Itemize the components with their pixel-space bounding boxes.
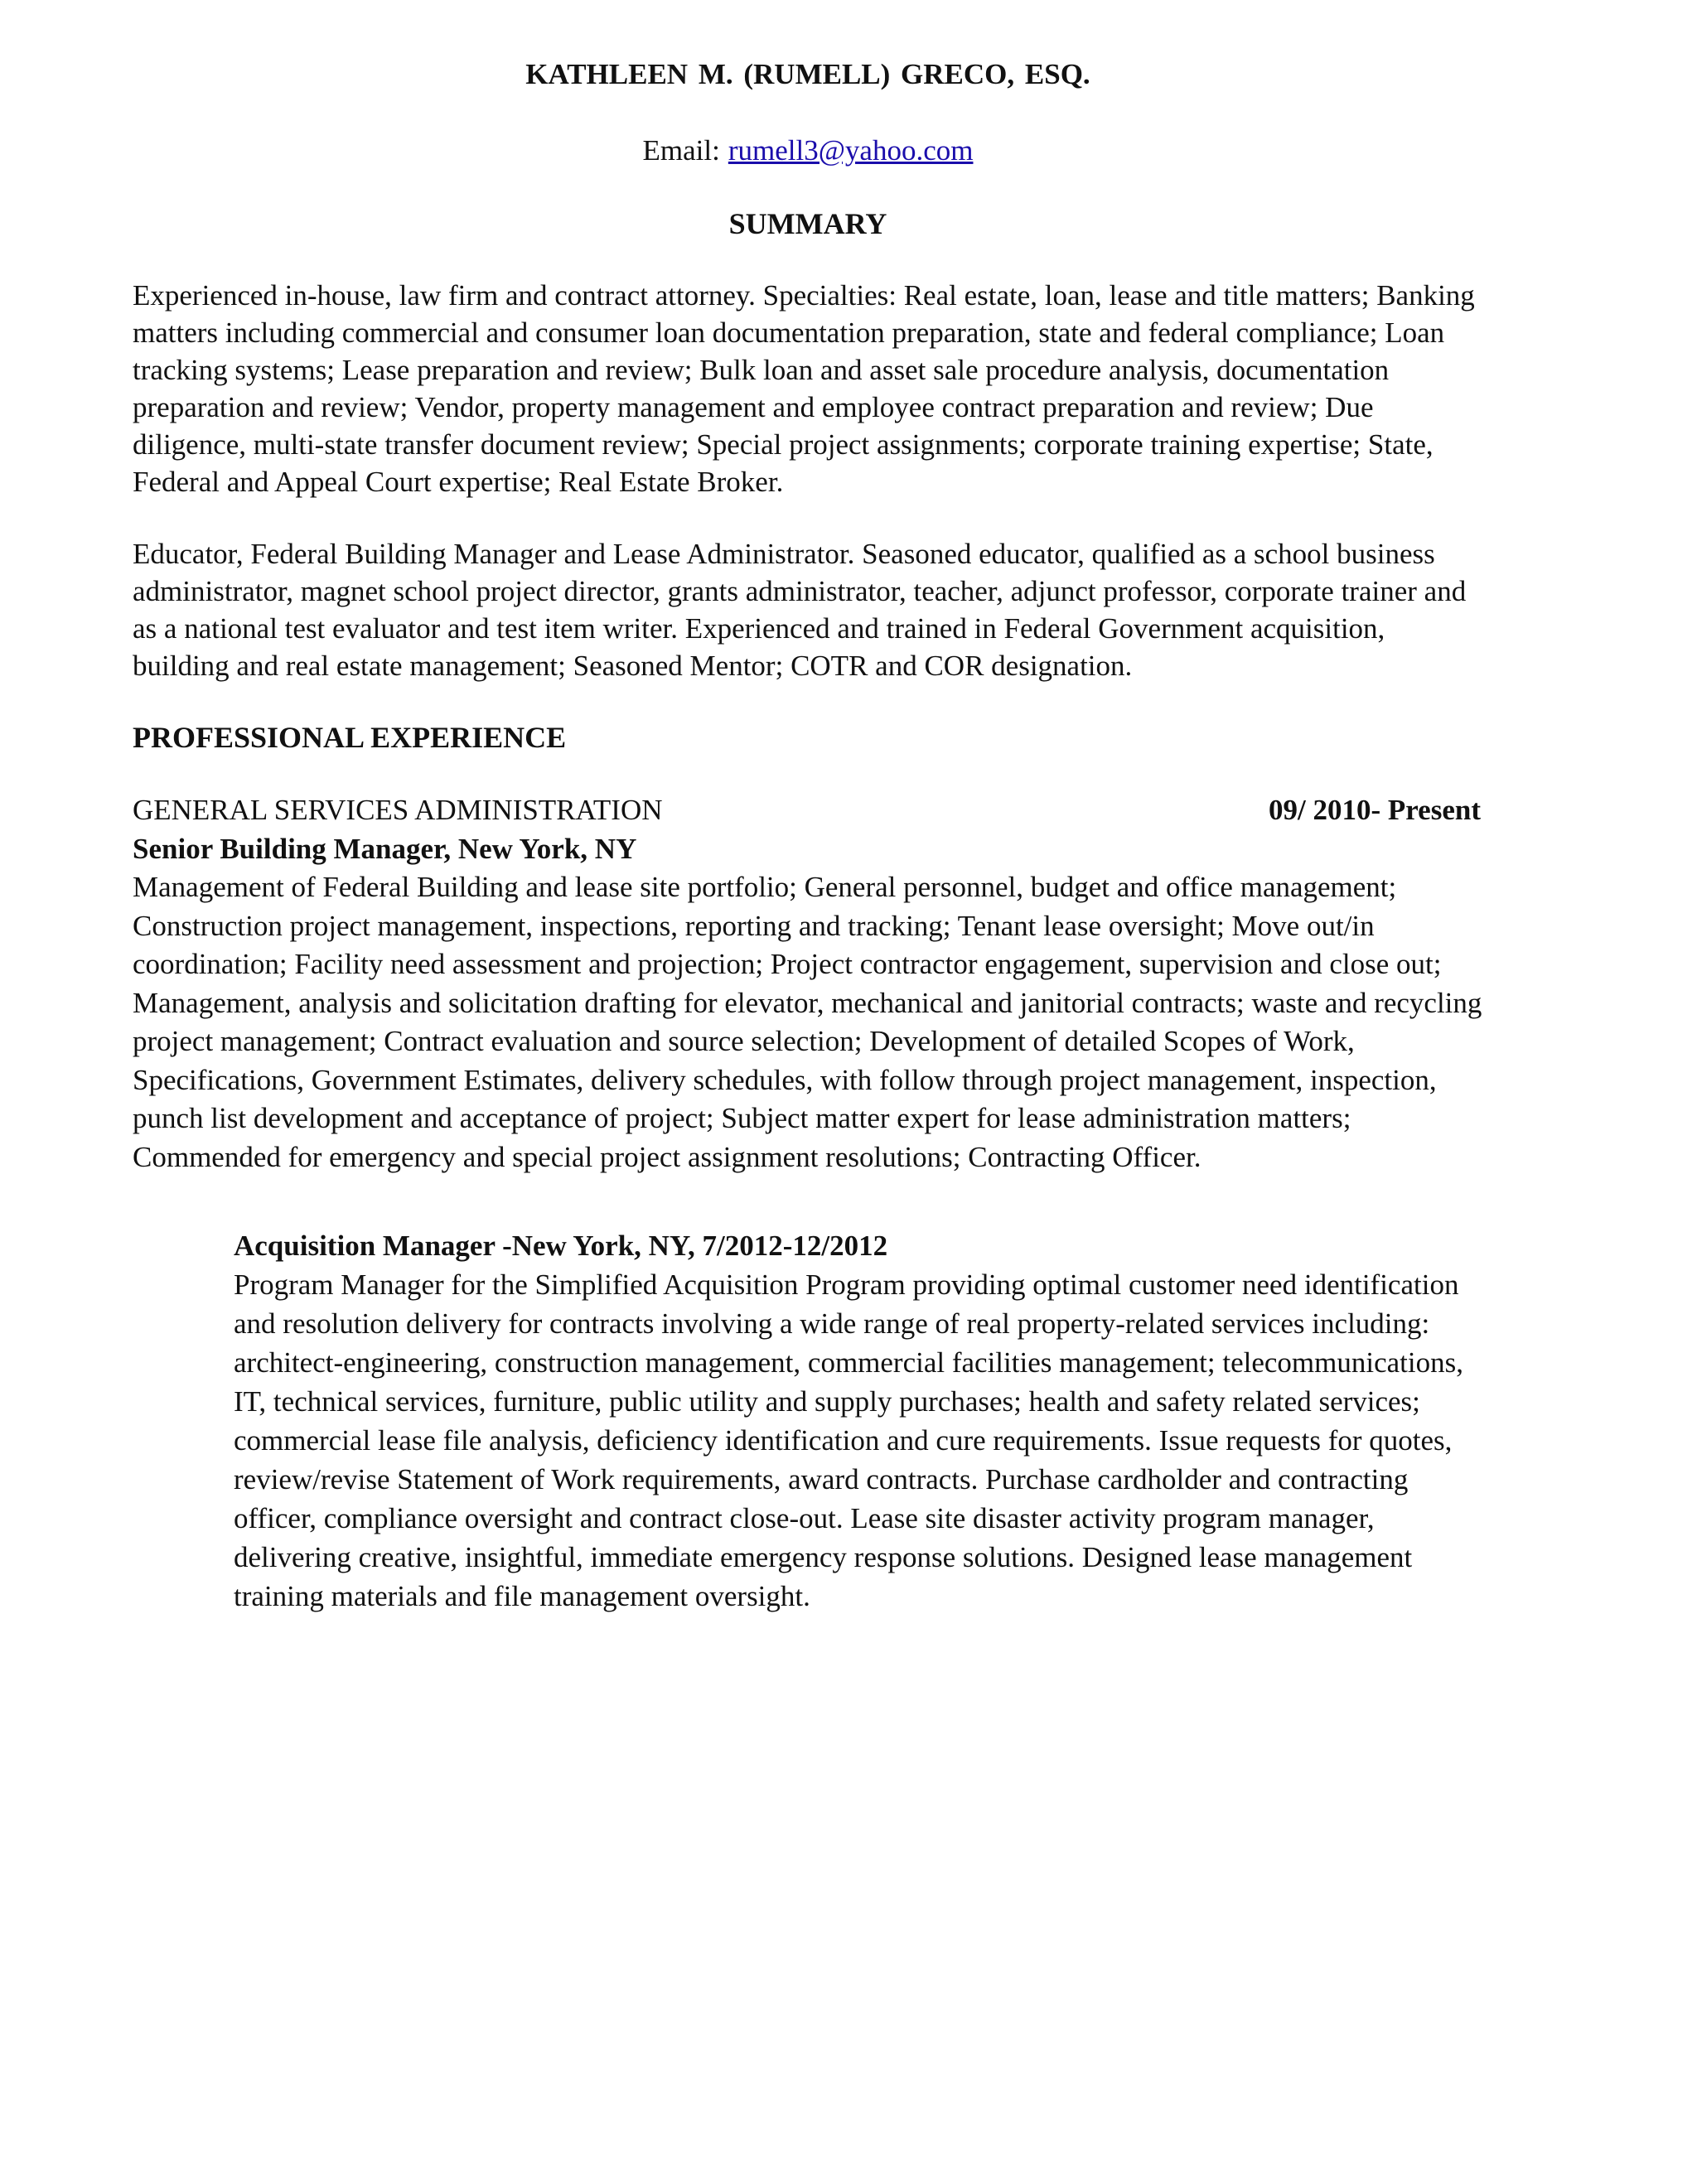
sub-role: [234, 1226, 1493, 1616]
sub-role-description: Program Manager for the Simplified Acquisition Program providing optimal customer need identification and resolution delivery for contracts involving a wide range of real property-related services including: architect-engineering, construction management, commercial facilities management; telecommunications, IT, technical services, furniture, public utility and supply purchases; health and safety related services; commercial lease file analysis, deficiency identification and cure requirements. Issue requests for quotes, review/revise Statement of Work requirements, award contracts. Purchase cardholder and contracting officer, compliance oversight and contract close-out. Lease site disaster activity program manager, delivering creative, insightful, immediate emergency response solutions. Designed lease management training materials and file management oversight.: [234, 1268, 1463, 1612]
job-header: [133, 790, 1481, 829]
summary-paragraph-1: Experienced in-house, law firm and contract attorney. Specialties: Real estate, loan, lease and title matters; Banking matters including commercial and consumer loan documentation preparation, state and federal compliance; Loan tracking systems; Lease preparation and review; Bulk loan and asset sale procedure analysis, documentation preparation and review; Vendor, property management and employee contract preparation and review; Due diligence, multi-state transfer document review; Special project assignments; corporate training expertise; State, Federal and Appeal Court expertise; Real Estate Broker.: [133, 279, 1475, 498]
summary-heading: SUMMARY: [728, 207, 887, 240]
job-title: Senior Building Manager, New York, NY: [133, 833, 637, 865]
employer-name: GENERAL SERVICES ADMINISTRATION: [133, 794, 663, 826]
candidate-name: KATHLEEN M. (RUMELL) GRECO, ESQ.: [525, 58, 1090, 90]
job-dates: 09/ 2010- Present: [1269, 794, 1481, 826]
resume-page: [133, 55, 1483, 1616]
email-link[interactable]: rumell3@yahoo.com: [728, 134, 974, 167]
email-line: [133, 131, 1483, 171]
sub-role-title: Acquisition Manager -New York, NY, 7/2012-12/2012: [234, 1230, 888, 1262]
email-label: Email:: [642, 134, 720, 167]
experience-heading: PROFESSIONAL EXPERIENCE: [133, 721, 567, 754]
summary-paragraph-2: Educator, Federal Building Manager and Lease Administrator. Seasoned educator, qualified as a school business administrator, magnet school project director, grants administrator, teacher, adjunct professor, corporate trainer and as a national test evaluator and test item writer. Experienced and trained in Federal Government acquisition, building and real estate management; Seasoned Mentor; COTR and COR designation.: [133, 538, 1467, 682]
job-description: Management of Federal Building and lease site portfolio; General personnel, budget and office management; Construction project management, inspections, reporting and tracking; Tenant lease oversight; Move out/in coordination; Facility need assessment and projection; Project contractor engagement, supervision and close out; Management, analysis and solicitation drafting for elevator, mechanical and janitorial contracts; waste and recycling project management; Contract evaluation and source selection; Development of detailed Scopes of Work, Specifications, Government Estimates, delivery schedules, with follow through project management, inspection, punch list development and acceptance of project; Subject matter expert for lease administration matters; Commended for emergency and special project assignment resolutions; Contracting Officer.: [133, 871, 1482, 1173]
